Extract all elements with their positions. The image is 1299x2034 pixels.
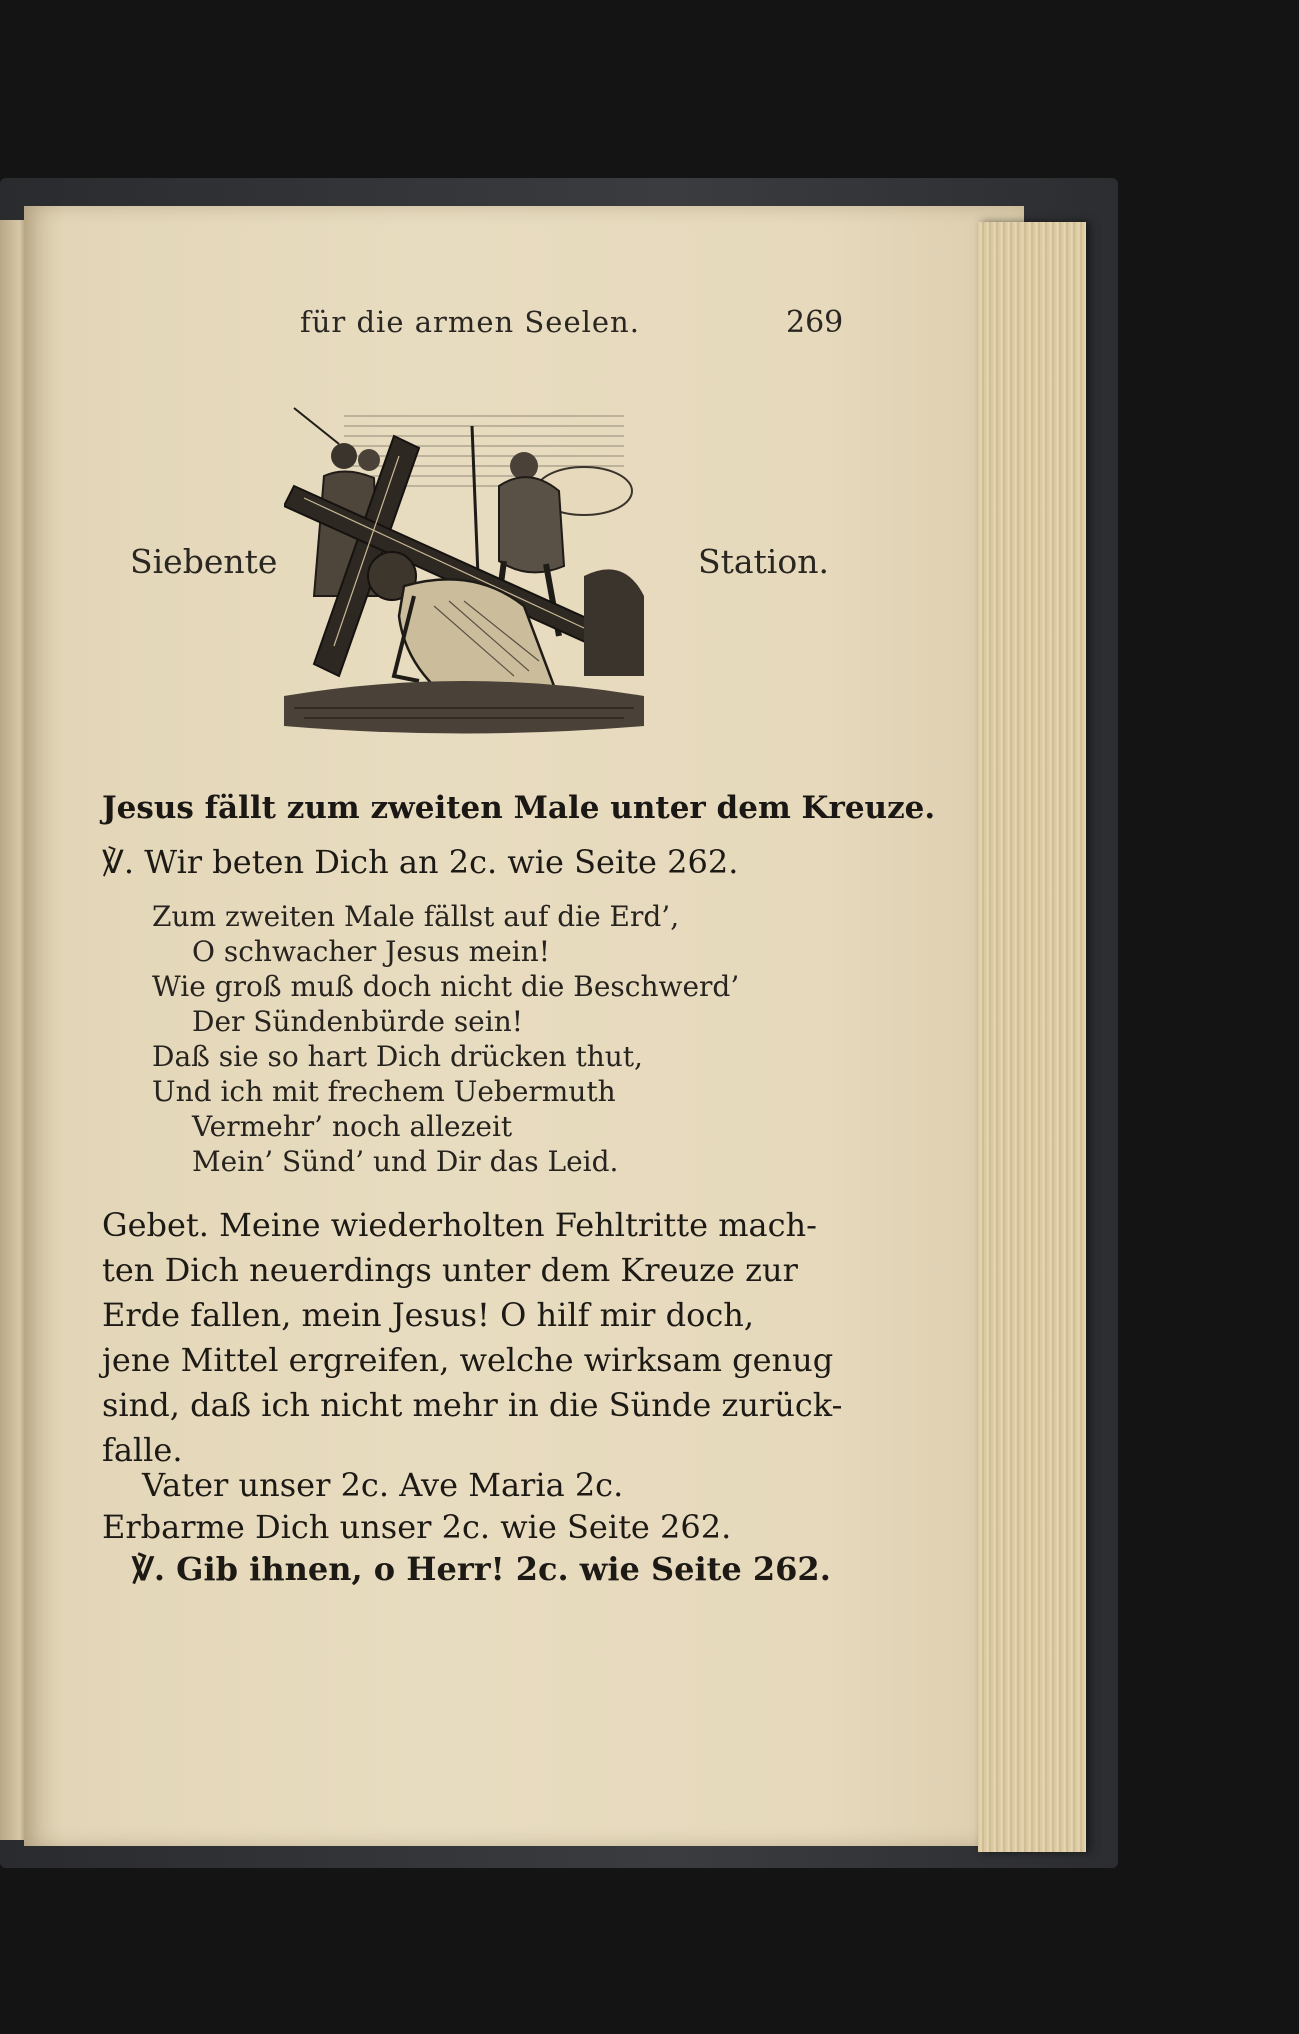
page-number: 269 xyxy=(786,305,844,340)
closing-line: Erbarme Dich unser 2c. wie Seite 262. xyxy=(102,1508,732,1546)
running-head: für die armen Seelen. xyxy=(300,305,640,339)
prayer-line: jene Mittel ergreifen, welche wirksam genug xyxy=(102,1341,834,1379)
station-heading: Jesus fällt zum zweiten Male unter dem Kreuze. xyxy=(102,790,936,826)
verse-line: Wie groß muß doch nicht die Beschwerd’ xyxy=(152,970,740,1003)
closing-line: Vater unser 2c. Ave Maria 2c. xyxy=(142,1466,624,1504)
versicle-line-1: ℣. Wir beten Dich an 2c. wie Seite 262. xyxy=(102,843,739,881)
verse-line: Zum zweiten Male fällst auf die Erd’, xyxy=(152,900,680,933)
prayer-line: Erde fallen, mein Jesus! O hilf mir doch, xyxy=(102,1296,755,1334)
station-label-right: Station. xyxy=(698,542,829,581)
woodcut-illustration xyxy=(284,396,644,736)
prayer-line: sind, daß ich nicht mehr in die Sünde zurück- xyxy=(102,1386,843,1424)
verse-line: Der Sündenbürde sein! xyxy=(192,1005,523,1038)
verse-line: O schwacher Jesus mein! xyxy=(192,935,550,968)
prayer-line: Gebet. Meine wiederholten Fehltritte mach- xyxy=(102,1206,817,1244)
prayer-line: falle. xyxy=(102,1431,183,1469)
verse-line: Und ich mit frechem Uebermuth xyxy=(152,1075,616,1108)
verse-line: Vermehr’ noch allezeit xyxy=(192,1110,513,1143)
prayer-line: ten Dich neuerdings unter dem Kreuze zur xyxy=(102,1251,798,1289)
station-label-left: Siebente xyxy=(130,542,278,581)
verse-line: Mein’ Sünd’ und Dir das Leid. xyxy=(192,1145,619,1178)
closing-line: ℣. Gib ihnen, o Herr! 2c. wie Seite 262. xyxy=(132,1550,831,1588)
verse-line: Daß sie so hart Dich drücken thut, xyxy=(152,1040,643,1073)
page-stack-edge xyxy=(978,222,1086,1852)
